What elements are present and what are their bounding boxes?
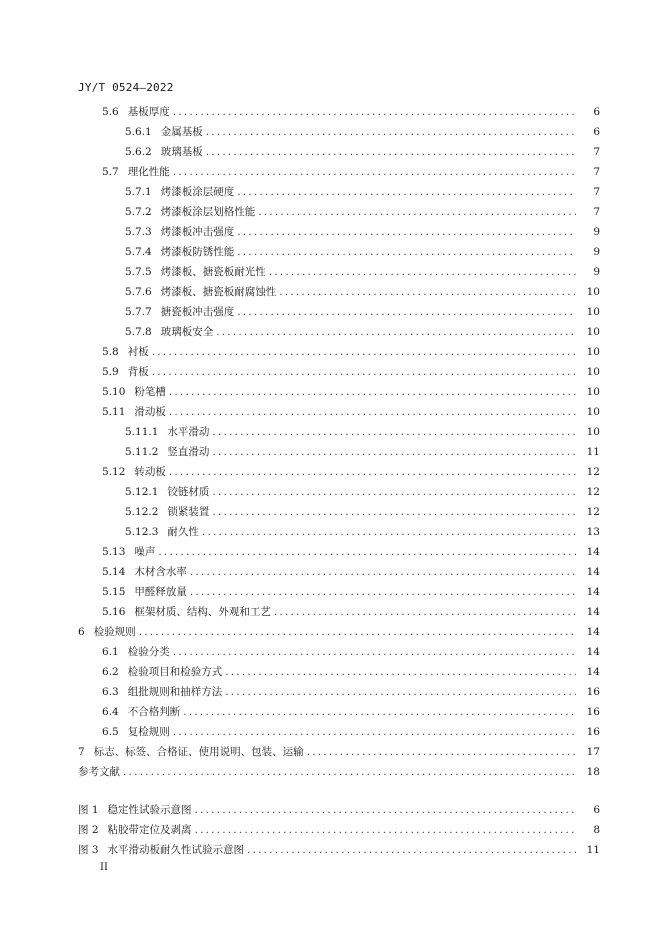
dot-leader (225, 665, 576, 679)
toc-entry-title: 玻璃板安全 (160, 326, 214, 338)
dot-leader (258, 205, 576, 219)
dot-leader (212, 445, 576, 459)
toc-entry[interactable] (0, 142, 662, 162)
toc-entry[interactable] (0, 662, 662, 682)
toc-entry-number: 5.6 (102, 106, 119, 118)
toc-entry[interactable] (0, 582, 662, 602)
toc-entry-title: 检验分类 (127, 646, 170, 658)
figure-entry[interactable] (0, 840, 662, 860)
toc-entry-page: 7 (593, 206, 600, 218)
figure-entry[interactable] (0, 800, 662, 820)
toc-entry-page: 12 (586, 506, 600, 518)
dot-leader (225, 685, 576, 699)
dot-leader (173, 645, 576, 659)
toc-entry-page: 14 (586, 606, 600, 618)
toc-entry[interactable] (0, 742, 662, 762)
toc-entry-number: 5.12.3 (125, 526, 159, 538)
dot-leader (123, 765, 576, 779)
dot-leader (212, 425, 576, 439)
toc-entry[interactable] (0, 282, 662, 302)
toc-entry-page: 14 (586, 626, 600, 638)
dot-leader (279, 285, 576, 299)
dot-leader (152, 365, 576, 379)
toc-entry-title: 玻璃基板 (160, 146, 203, 158)
toc-entry[interactable] (0, 402, 662, 422)
toc-entry[interactable] (0, 242, 662, 262)
toc-entry[interactable] (0, 422, 662, 442)
toc-entry-page: 8 (593, 824, 600, 836)
toc-entry-title: 理化性能 (127, 166, 170, 178)
toc-entry-page: 11 (586, 844, 600, 856)
toc-entry-title: 参考文献 (78, 766, 120, 778)
dot-leader (183, 705, 576, 719)
dot-leader (195, 823, 576, 837)
toc-entry-number: 5.7.7 (125, 306, 152, 318)
toc-entry[interactable] (0, 302, 662, 322)
toc-entry[interactable] (0, 442, 662, 462)
toc-entry[interactable] (0, 462, 662, 482)
toc-entry-title: 金属基板 (160, 126, 203, 138)
dot-leader (206, 145, 576, 159)
toc-entry[interactable] (0, 262, 662, 282)
toc-entry-title: 耐久性 (167, 526, 199, 538)
dot-leader (237, 185, 576, 199)
standard-code: JY/T 0524—2022 (78, 81, 174, 94)
toc-entry-title: 噪声 (134, 546, 156, 558)
toc-entry-page: 14 (586, 646, 600, 658)
toc-entry[interactable] (0, 362, 662, 382)
toc-entry-title: 搪瓷板冲击强度 (160, 306, 235, 318)
dot-leader (247, 843, 576, 857)
toc-entry-number: 5.7 (102, 166, 119, 178)
toc-entry-number: 6 (78, 626, 85, 638)
toc-entry-number: 5.11.2 (125, 446, 159, 458)
toc-entry-number: 5.8 (102, 346, 119, 358)
toc-entry[interactable] (0, 322, 662, 342)
dot-leader (274, 605, 576, 619)
toc-entry[interactable] (0, 602, 662, 622)
toc-entry-title: 稳定性试验示意图 (107, 804, 192, 816)
toc-entry-page: 10 (586, 326, 600, 338)
dot-leader (206, 125, 576, 139)
dot-leader (212, 505, 576, 519)
dot-leader (173, 165, 576, 179)
toc-entry-title: 烤漆板冲击强度 (160, 226, 235, 238)
dot-leader (152, 345, 576, 359)
toc-entry-number: 5.7.2 (125, 206, 152, 218)
toc-entry[interactable] (0, 622, 662, 642)
toc-entry-title: 铰链材质 (167, 486, 210, 498)
dot-leader (307, 745, 576, 759)
toc-entry-number: 5.6.1 (125, 126, 152, 138)
toc-entry[interactable] (0, 342, 662, 362)
toc-entry-title: 框架材质、结构、外观和工艺 (134, 606, 271, 618)
dot-leader (139, 625, 576, 639)
toc-entry-title: 水平滑动 (167, 426, 210, 438)
toc-entry-title: 锁紧装置 (167, 506, 210, 518)
toc-entry-title: 木材含水率 (134, 566, 187, 578)
toc-entry-number: 5.14 (102, 566, 126, 578)
toc-entry-title: 甲醛释放量 (134, 586, 187, 598)
toc-entry-page: 13 (586, 526, 600, 538)
toc-entry-page: 7 (593, 166, 600, 178)
table-of-contents (0, 102, 662, 860)
toc-entry-page: 12 (586, 466, 600, 478)
toc-entry[interactable] (0, 722, 662, 742)
toc-entry-page: 14 (586, 586, 600, 598)
toc-entry-number: 5.12.1 (125, 486, 159, 498)
toc-entry-number: 5.7.1 (125, 186, 152, 198)
toc-entry-number: 图 1 (78, 804, 99, 816)
toc-entry-title: 粉笔槽 (134, 386, 166, 398)
dot-leader (169, 465, 576, 479)
toc-entry-number: 5.15 (102, 586, 126, 598)
toc-entry-page: 6 (593, 106, 600, 118)
toc-entry-title: 粘胶带定位及剥离 (107, 824, 192, 836)
toc-entry-number: 6.2 (102, 666, 119, 678)
dot-leader (169, 385, 576, 399)
toc-entry-title: 水平滑动板耐久性试验示意图 (107, 844, 245, 856)
dot-leader (237, 305, 576, 319)
dot-leader (173, 105, 576, 119)
toc-entry-page: 9 (593, 266, 600, 278)
dot-leader (195, 803, 576, 817)
toc-entry-title: 检验项目和检验方式 (127, 666, 223, 678)
toc-entry-page: 12 (586, 486, 600, 498)
toc-entry[interactable] (0, 202, 662, 222)
toc-entry-page: 16 (586, 686, 600, 698)
toc-entry-page: 10 (586, 386, 600, 398)
dot-leader (173, 725, 576, 739)
toc-entry-title: 衬板 (127, 346, 149, 358)
dot-leader (190, 585, 576, 599)
toc-entry-page: 7 (593, 186, 600, 198)
toc-entry-page: 18 (586, 766, 600, 778)
toc-entry-title: 转动板 (134, 466, 166, 478)
dot-leader (169, 405, 576, 419)
toc-entry-page: 6 (593, 126, 600, 138)
toc-entry[interactable] (0, 382, 662, 402)
toc-entry[interactable] (0, 162, 662, 182)
toc-entry-page: 16 (586, 706, 600, 718)
toc-entry[interactable] (0, 182, 662, 202)
toc-entry-page: 14 (586, 566, 600, 578)
toc-entry-number: 5.7.3 (125, 226, 152, 238)
toc-entry-title: 烤漆板涂层硬度 (160, 186, 235, 198)
toc-entry-page: 16 (586, 726, 600, 738)
toc-entry[interactable] (0, 482, 662, 502)
toc-entry-page: 10 (586, 306, 600, 318)
toc-entry[interactable] (0, 502, 662, 522)
toc-entry-number: 5.12.2 (125, 506, 159, 518)
toc-entry-title: 检验规则 (93, 626, 136, 638)
toc-entry-page: 9 (593, 246, 600, 258)
toc-entry[interactable] (0, 702, 662, 722)
toc-entry-number: 5.6.2 (125, 146, 152, 158)
toc-entry-title: 标志、标签、合格证、使用说明、包装、运输 (93, 746, 304, 758)
toc-entry-number: 7 (78, 746, 85, 758)
toc-entry-page: 14 (586, 666, 600, 678)
toc-entry-number: 6.4 (102, 706, 119, 718)
toc-entry-number: 5.10 (102, 386, 126, 398)
dot-leader (216, 325, 576, 339)
toc-entry-number: 图 3 (78, 844, 99, 856)
toc-entry-number: 6.3 (102, 686, 119, 698)
toc-entry-page: 10 (586, 346, 600, 358)
toc-entry-number: 图 2 (78, 824, 99, 836)
toc-entry-title: 滑动板 (134, 406, 166, 418)
toc-entry-title: 基板厚度 (127, 106, 170, 118)
toc-entry-page: 9 (593, 226, 600, 238)
toc-entry-title: 烤漆板防锈性能 (160, 246, 235, 258)
dot-leader (202, 525, 576, 539)
dot-leader (269, 265, 576, 279)
toc-entry-page: 10 (586, 426, 600, 438)
toc-entry-number: 5.7.4 (125, 246, 152, 258)
toc-entry-page: 11 (586, 446, 600, 458)
toc-entry-page: 6 (593, 804, 600, 816)
toc-entry-title: 背板 (127, 366, 149, 378)
toc-entry-number: 6.1 (102, 646, 119, 658)
toc-entry[interactable] (0, 642, 662, 662)
toc-entry-page: 17 (586, 746, 600, 758)
toc-entry[interactable] (0, 122, 662, 142)
page-number: II (100, 862, 108, 873)
toc-entry-page: 10 (586, 286, 600, 298)
dot-leader (212, 485, 576, 499)
toc-entry[interactable] (0, 522, 662, 542)
toc-entry-number: 5.7.6 (125, 286, 152, 298)
toc-entry-title: 组批规则和抽样方法 (127, 686, 223, 698)
toc-entry-page: 10 (586, 406, 600, 418)
toc-entry-page: 10 (586, 366, 600, 378)
toc-entry-number: 5.12 (102, 466, 126, 478)
toc-entry-number: 5.16 (102, 606, 126, 618)
dot-leader (190, 565, 576, 579)
toc-entry-number: 5.11.1 (125, 426, 159, 438)
toc-entry[interactable] (0, 542, 662, 562)
toc-entry-title: 烤漆板、搪瓷板耐腐蚀性 (160, 286, 277, 298)
section-gap (0, 782, 662, 800)
toc-entry-title: 竖直滑动 (167, 446, 210, 458)
toc-entry-number: 5.9 (102, 366, 119, 378)
toc-entry-title: 不合格判断 (127, 706, 181, 718)
toc-entry[interactable] (0, 762, 662, 782)
toc-entry-number: 6.5 (102, 726, 119, 738)
toc-entry[interactable] (0, 222, 662, 242)
toc-entry[interactable] (0, 102, 662, 122)
toc-entry-number: 5.13 (102, 546, 126, 558)
toc-entry-number: 5.11 (102, 406, 126, 418)
toc-entry-title: 烤漆板涂层划格性能 (160, 206, 256, 218)
dot-leader (158, 545, 576, 559)
toc-entry-page: 7 (593, 146, 600, 158)
dot-leader (237, 245, 576, 259)
toc-entry-page: 14 (586, 546, 600, 558)
dot-leader (237, 225, 576, 239)
toc-entry[interactable] (0, 682, 662, 702)
toc-entry[interactable] (0, 562, 662, 582)
toc-entry-title: 烤漆板、搪瓷板耐光性 (160, 266, 266, 278)
toc-entry-number: 5.7.5 (125, 266, 152, 278)
figure-entry[interactable] (0, 820, 662, 840)
toc-entry-number: 5.7.8 (125, 326, 152, 338)
toc-entry-title: 复检规则 (127, 726, 170, 738)
